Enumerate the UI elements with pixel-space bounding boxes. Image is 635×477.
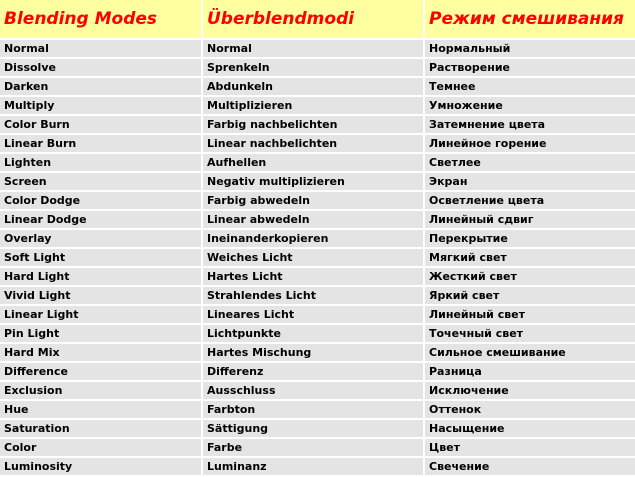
cell-english: Soft Light bbox=[0, 249, 203, 268]
cell-german: Linear nachbelichten bbox=[203, 135, 425, 154]
cell-russian: Перекрытие bbox=[425, 230, 635, 249]
cell-russian: Оттенок bbox=[425, 401, 635, 420]
cell-english: Difference bbox=[0, 363, 203, 382]
cell-english: Color bbox=[0, 439, 203, 458]
cell-russian: Жесткий свет bbox=[425, 268, 635, 287]
table-row bbox=[0, 401, 635, 420]
table-row bbox=[0, 135, 635, 154]
cell-russian: Линейный свет bbox=[425, 306, 635, 325]
table-row bbox=[0, 211, 635, 230]
table-row bbox=[0, 287, 635, 306]
cell-russian: Сильное смешивание bbox=[425, 344, 635, 363]
cell-english: Linear Dodge bbox=[0, 211, 203, 230]
cell-english: Dissolve bbox=[0, 59, 203, 78]
cell-english: Linear Light bbox=[0, 306, 203, 325]
cell-english: Multiply bbox=[0, 97, 203, 116]
cell-german: Negativ multiplizieren bbox=[203, 173, 425, 192]
cell-russian: Светлее bbox=[425, 154, 635, 173]
table-row bbox=[0, 192, 635, 211]
cell-german: Farbig nachbelichten bbox=[203, 116, 425, 135]
cell-russian: Разница bbox=[425, 363, 635, 382]
cell-english: Color Dodge bbox=[0, 192, 203, 211]
table-row bbox=[0, 344, 635, 363]
cell-german: Multiplizieren bbox=[203, 97, 425, 116]
table-row bbox=[0, 268, 635, 287]
table-row bbox=[0, 325, 635, 344]
table-row bbox=[0, 230, 635, 249]
table-row bbox=[0, 458, 635, 477]
cell-russian: Экран bbox=[425, 173, 635, 192]
cell-german: Ineinanderkopieren bbox=[203, 230, 425, 249]
cell-russian: Растворение bbox=[425, 59, 635, 78]
cell-russian: Мягкий свет bbox=[425, 249, 635, 268]
table-row bbox=[0, 173, 635, 192]
cell-english: Lighten bbox=[0, 154, 203, 173]
header-english: Blending Modes bbox=[0, 0, 203, 40]
cell-german: Linear abwedeln bbox=[203, 211, 425, 230]
cell-german: Lineares Licht bbox=[203, 306, 425, 325]
table-row bbox=[0, 116, 635, 135]
table-row bbox=[0, 59, 635, 78]
cell-english: Luminosity bbox=[0, 458, 203, 477]
cell-russian: Затемнение цвета bbox=[425, 116, 635, 135]
cell-german: Aufhellen bbox=[203, 154, 425, 173]
cell-english: Color Burn bbox=[0, 116, 203, 135]
cell-english: Linear Burn bbox=[0, 135, 203, 154]
cell-german: Sprenkeln bbox=[203, 59, 425, 78]
cell-english: Normal bbox=[0, 40, 203, 59]
cell-english: Screen bbox=[0, 173, 203, 192]
table-row bbox=[0, 363, 635, 382]
cell-russian: Точечный свет bbox=[425, 325, 635, 344]
cell-english: Vivid Light bbox=[0, 287, 203, 306]
cell-german: Farbe bbox=[203, 439, 425, 458]
table-row bbox=[0, 420, 635, 439]
cell-german: Hartes Mischung bbox=[203, 344, 425, 363]
cell-german: Luminanz bbox=[203, 458, 425, 477]
cell-english: Hue bbox=[0, 401, 203, 420]
cell-german: Lichtpunkte bbox=[203, 325, 425, 344]
cell-english: Saturation bbox=[0, 420, 203, 439]
cell-russian: Исключение bbox=[425, 382, 635, 401]
cell-english: Exclusion bbox=[0, 382, 203, 401]
cell-russian: Линейное горение bbox=[425, 135, 635, 154]
cell-english: Hard Mix bbox=[0, 344, 203, 363]
cell-english: Darken bbox=[0, 78, 203, 97]
table-body bbox=[0, 40, 635, 477]
cell-russian: Свечение bbox=[425, 458, 635, 477]
cell-english: Overlay bbox=[0, 230, 203, 249]
cell-russian: Осветление цвета bbox=[425, 192, 635, 211]
table-row bbox=[0, 249, 635, 268]
table-row bbox=[0, 78, 635, 97]
cell-russian: Умножение bbox=[425, 97, 635, 116]
table-row bbox=[0, 382, 635, 401]
cell-russian: Цвет bbox=[425, 439, 635, 458]
cell-german: Farbig abwedeln bbox=[203, 192, 425, 211]
cell-russian: Насыщение bbox=[425, 420, 635, 439]
table-row bbox=[0, 40, 635, 59]
cell-german: Differenz bbox=[203, 363, 425, 382]
cell-english: Pin Light bbox=[0, 325, 203, 344]
header-german: Überblendmodi bbox=[203, 0, 425, 40]
cell-german: Farbton bbox=[203, 401, 425, 420]
cell-russian: Яркий свет bbox=[425, 287, 635, 306]
cell-german: Sättigung bbox=[203, 420, 425, 439]
cell-english: Hard Light bbox=[0, 268, 203, 287]
cell-german: Hartes Licht bbox=[203, 268, 425, 287]
table-row bbox=[0, 154, 635, 173]
cell-russian: Нормальный bbox=[425, 40, 635, 59]
cell-german: Ausschluss bbox=[203, 382, 425, 401]
cell-german: Normal bbox=[203, 40, 425, 59]
cell-russian: Темнее bbox=[425, 78, 635, 97]
cell-german: Weiches Licht bbox=[203, 249, 425, 268]
table-row bbox=[0, 97, 635, 116]
table-row bbox=[0, 306, 635, 325]
cell-german: Strahlendes Licht bbox=[203, 287, 425, 306]
table-header bbox=[0, 0, 635, 40]
cell-russian: Линейный сдвиг bbox=[425, 211, 635, 230]
header-russian: Режим смешивания bbox=[425, 0, 635, 40]
table-row bbox=[0, 439, 635, 458]
header-row bbox=[0, 0, 635, 40]
cell-german: Abdunkeln bbox=[203, 78, 425, 97]
